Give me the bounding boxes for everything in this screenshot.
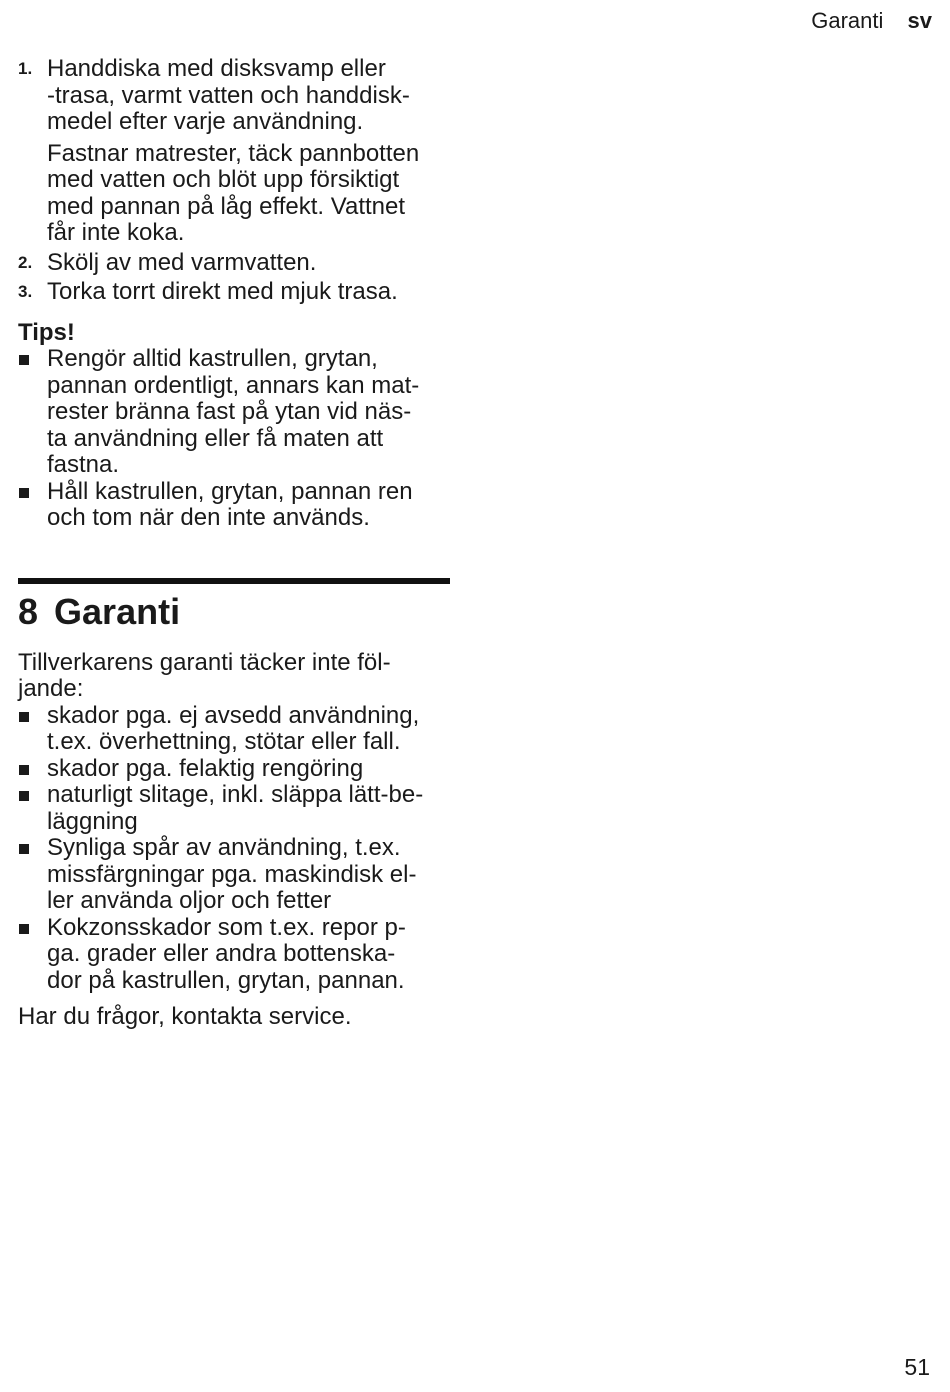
section-heading xyxy=(18,588,458,636)
note-line: Fastnar matrester, täck pannbotten xyxy=(47,139,420,167)
warranty-intro xyxy=(18,650,458,703)
tip-item xyxy=(18,479,458,532)
exclusion-item xyxy=(18,835,458,915)
header-language-code: sv xyxy=(907,8,932,33)
tip-line: pannan ordentligt, annars kan mat- xyxy=(47,371,420,399)
tip-line: ta användning eller få maten att xyxy=(47,424,384,452)
cleaning-steps xyxy=(18,56,458,306)
step-line: medel efter varje användning. xyxy=(47,108,364,135)
step-number: 1. xyxy=(18,59,33,78)
square-bullet-icon xyxy=(19,765,29,775)
header-section-title: Garanti xyxy=(811,8,884,33)
tip-line: och tom när den inte används. xyxy=(47,504,370,531)
exclusion-line: naturligt slitage, inkl. släppa lätt-be- xyxy=(47,781,424,808)
exclusion-line: Synliga spår av användning, t.ex. xyxy=(47,834,401,861)
tips-list xyxy=(18,346,458,532)
intro-line: Tillverkarens garanti täcker inte föl- xyxy=(18,648,391,676)
tip-line: fastna. xyxy=(47,451,120,478)
main-column xyxy=(18,56,458,1031)
tip-line: Håll kastrullen, grytan, pannan ren xyxy=(47,477,413,505)
note-line: med pannan på låg effekt. Vattnet xyxy=(47,192,406,220)
note-line: får inte koka. xyxy=(47,219,185,246)
exclusion-line: dor på kastrullen, grytan, pannan. xyxy=(47,966,405,994)
running-header xyxy=(811,8,932,34)
section-divider xyxy=(18,578,450,584)
step-1-note xyxy=(18,141,458,247)
chapter-title: Garanti xyxy=(54,590,181,632)
square-bullet-icon xyxy=(19,924,29,934)
tips-heading: Tips! xyxy=(18,318,75,346)
exclusion-line: t.ex. överhettning, stötar eller fall. xyxy=(47,728,401,755)
square-bullet-icon xyxy=(19,844,29,854)
tip-line: rester bränna fast på ytan vid näs- xyxy=(47,398,412,425)
exclusion-item xyxy=(18,756,458,783)
exclusion-line: skador pga. felaktig rengöring xyxy=(47,754,364,782)
exclusion-line: läggning xyxy=(47,807,138,835)
square-bullet-icon xyxy=(19,488,29,498)
exclusion-line: Kokzonsskador som t.ex. repor p- xyxy=(47,913,406,941)
step-line: Handdiska med disksvamp eller xyxy=(47,55,386,82)
service-contact-note: Har du frågor, kontakta service. xyxy=(18,1003,352,1030)
note-line: med vatten och blöt upp försiktigt xyxy=(47,166,400,193)
chapter-number: 8 xyxy=(18,590,39,632)
step-number: 3. xyxy=(18,282,33,301)
step-item xyxy=(18,56,458,136)
exclusion-line: ler använda oljor och fetter xyxy=(47,887,332,914)
step-number: 2. xyxy=(18,252,33,272)
exclusion-line: skador pga. ej avsedd användning, xyxy=(47,701,420,729)
intro-line: jande: xyxy=(18,675,84,702)
square-bullet-icon xyxy=(19,791,29,801)
exclusion-item xyxy=(18,915,458,995)
warranty-exclusions-list xyxy=(18,703,458,995)
tip-line: Rengör alltid kastrullen, grytan, xyxy=(47,345,378,372)
step-item xyxy=(18,250,458,277)
step-item xyxy=(18,279,458,306)
step-line: Skölj av med varmvatten. xyxy=(47,248,317,276)
square-bullet-icon xyxy=(19,355,29,365)
step-line: -trasa, varmt vatten och handdisk- xyxy=(47,81,410,109)
step-line: Torka torrt direkt med mjuk trasa. xyxy=(47,278,398,305)
page-number: 51 xyxy=(904,1354,930,1380)
square-bullet-icon xyxy=(19,712,29,722)
tip-item xyxy=(18,346,458,479)
exclusion-item xyxy=(18,782,458,835)
exclusion-line: ga. grader eller andra bottenska- xyxy=(47,940,396,967)
exclusion-line: missfärgningar pga. maskindisk el- xyxy=(47,860,417,888)
exclusion-item xyxy=(18,703,458,756)
